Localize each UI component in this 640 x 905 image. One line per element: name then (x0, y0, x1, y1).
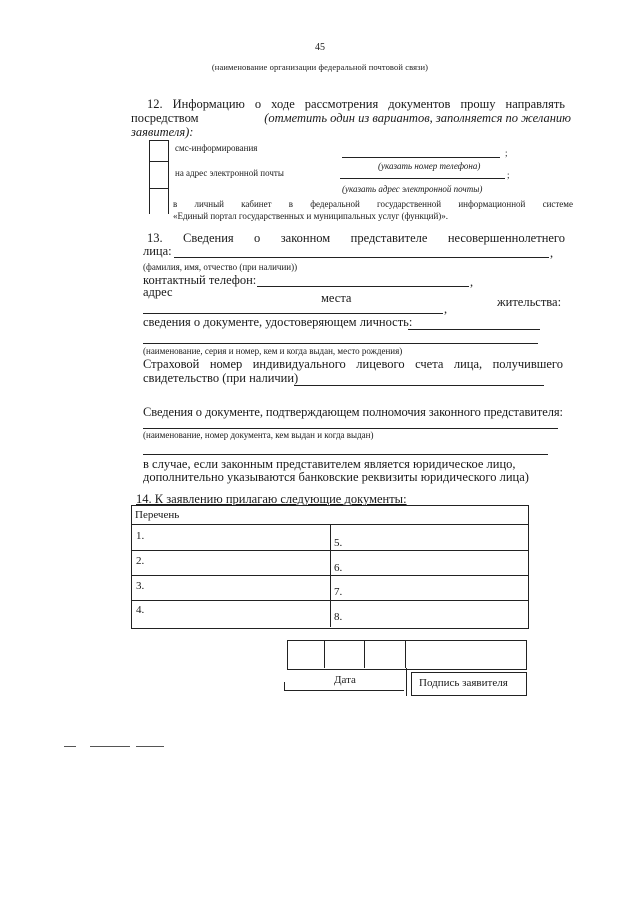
sms-checkbox[interactable] (150, 141, 167, 160)
date-box-divider (405, 640, 406, 668)
id-doc-underline[interactable] (408, 329, 540, 330)
option-sms: смс-информирования (175, 143, 258, 153)
s12-line2 (131, 112, 571, 125)
id-doc-caption: (наименование, серия и номер, кем и когда выдан, место рождения) (143, 346, 403, 356)
table-col-divider (330, 525, 331, 627)
table-header: Перечень (135, 509, 180, 521)
table-cell-right[interactable]: 7. (334, 586, 343, 598)
option-email: на адрес электронной почты (175, 168, 284, 178)
lk-checkbox[interactable] (150, 190, 167, 214)
phone-label: контактный телефон: (143, 273, 257, 287)
authority-doc-underline-2[interactable] (143, 454, 548, 455)
date-underline (284, 690, 404, 691)
table-cell-left[interactable]: 3. (136, 580, 145, 592)
snils-line1: Страховой номер индивидуального лицевого счета лица, получившего (143, 357, 563, 371)
address-underline[interactable] (143, 313, 443, 314)
table-cell-right[interactable]: 6. (334, 562, 343, 574)
date-bracket (284, 682, 285, 691)
comma: , (470, 275, 474, 289)
address-label-2: места (321, 291, 352, 305)
authority-doc-underline[interactable] (143, 428, 558, 429)
option-lk-line1: в личный кабинет в федеральной государственной информационной системе (173, 199, 573, 209)
s12-line1: 12. Информацию о ходе рассмотрения документов прошу направлять (147, 97, 565, 111)
comma: , (550, 246, 554, 260)
s13-line1: 13. Сведения о законном представителе несовершеннолетнего (147, 231, 565, 245)
note-line1: в случае, если законным представителем является юридическое лицо, (143, 457, 516, 471)
snils-underline[interactable] (294, 385, 544, 386)
authority-doc-label: Сведения о документе, подтверждающем полномочия законного представителя: (143, 405, 563, 419)
table-cell-right[interactable]: 8. (334, 611, 343, 623)
s12-line2-a: посредством (131, 111, 199, 125)
fio-caption: (фамилия, имя, отчество (при наличии)) (143, 262, 298, 272)
footer-dash (64, 746, 76, 747)
semicolon: ; (507, 170, 510, 180)
option-lk-line2: «Единый портал государственных и муниципальных услуг (функций)». (173, 211, 449, 221)
semicolon: ; (505, 148, 508, 158)
table-cell-left[interactable]: 1. (136, 530, 145, 542)
contact-phone-underline[interactable] (257, 286, 469, 287)
table-cell-left[interactable]: 2. (136, 555, 145, 567)
id-doc-label: сведения о документе, удостоверяющем личность: (143, 315, 413, 329)
id-doc-underline-2[interactable] (143, 343, 538, 344)
date-boxes[interactable] (287, 640, 527, 670)
email-caption: (указать адрес электронной почты) (342, 184, 483, 194)
note-line2: дополнительно указываются банковские реквизиты юридического лица) (143, 470, 529, 484)
comma: , (444, 302, 448, 316)
address-label-3: жительства: (497, 295, 562, 309)
footer-dash (136, 746, 164, 747)
table-cell-right[interactable]: 5. (334, 537, 343, 549)
snils-line2: свидетельство (при наличии) (143, 371, 299, 385)
page-number: 45 (315, 42, 325, 53)
email-underline[interactable] (340, 178, 505, 179)
phone-caption: (указать номер телефона) (378, 161, 481, 171)
checkbox-divider (149, 161, 168, 162)
authority-doc-caption: (наименование, номер документа, кем выдан и когда выдан) (143, 430, 374, 440)
table-cell-left[interactable]: 4. (136, 604, 145, 616)
s12-line3: заявителя): (131, 125, 194, 139)
s12-line2-b: (отметить один из вариантов, заполняется по желанию (264, 111, 571, 125)
signature-label: Подпись заявителя (419, 677, 508, 689)
email-checkbox[interactable] (150, 163, 167, 187)
s13-line2: лица: (143, 244, 172, 258)
sign-divider (406, 668, 407, 696)
organization-caption: (наименование организации федеральной почтовой связи) (211, 62, 429, 72)
checkbox-divider (149, 188, 168, 189)
date-box-divider (364, 640, 365, 668)
fio-underline[interactable] (174, 257, 549, 258)
date-box-divider (324, 640, 325, 668)
attachments-title: 14. К заявлению прилагаю следующие документы: (136, 492, 407, 506)
date-label: Дата (334, 674, 356, 686)
phone-underline[interactable] (342, 157, 500, 158)
footer-dash (90, 746, 130, 747)
address-label: адрес (143, 285, 173, 299)
